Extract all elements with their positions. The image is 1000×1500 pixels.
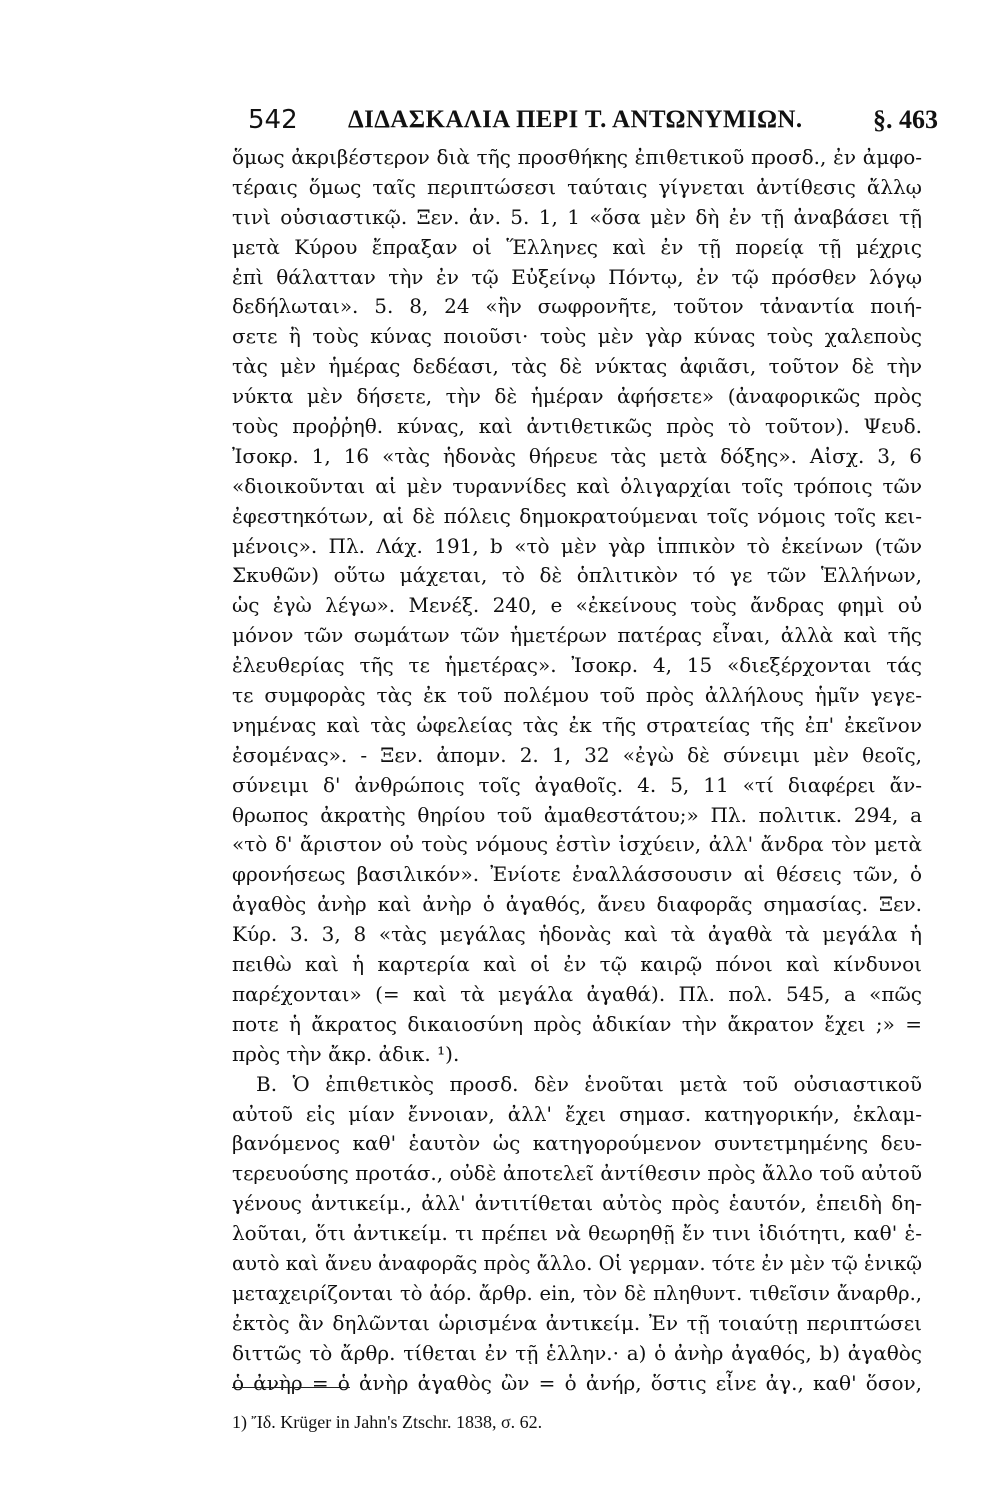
text-line: ὡς ἐγὼ λέγω». Μενέξ. 240, e «ἐκείνους τοὺς ἄνδρας φημὶ οὐ	[232, 593, 922, 618]
running-head	[248, 100, 938, 140]
text-line: δεδήλωται». 5. 8, 24 «ἢν σωφρονῆτε, τοῦτον τἀναντία ποιή-	[232, 294, 922, 319]
page-number: 542	[248, 105, 298, 135]
text-line: Κύρ. 3. 3, 8 «τὰς μεγάλας ἡδονὰς καὶ τὰ ἀγαθὰ τὰ μεγάλα ἡ	[232, 922, 922, 947]
text-line: σύνειμι δ' ἀνθρώποις τοῖς ἀγαθοῖς. 4. 5, 11 «τί διαφέρει ἄν-	[232, 772, 922, 797]
text-line: τοὺς προῤῥηθ. κύνας, καὶ ἀντιθετικῶς πρὸς τὸ τοῦτον). Ψευδ.	[232, 414, 922, 439]
running-title: ΔΙΔΑΣΚΑΛΙΑ ΠΕΡΙ Τ. ΑΝΤΩΝΥΜΙΩΝ.	[348, 106, 803, 133]
text-line: τέραις ὅμως ταῖς περιπτώσεσι ταύταις γίγνεται ἀντίθεσις ἄλλῳ	[232, 174, 922, 199]
text-line: Σκυθῶν) οὕτω μάχεται, τὸ δὲ ὁπλιτικὸν τό γε τῶν Ἑλλήνων,	[232, 563, 922, 588]
text-line: ἐφεστηκότων, αἱ δὲ πόλεις δημοκρατούμεναι τοῖς νόμοις τοῖς κει-	[232, 503, 922, 528]
text-line: ἐλευθερίας τῆς τε ἡμετέρας». Ἰσοκρ. 4, 15 «διεξέρχονται τάς	[232, 653, 922, 678]
main-text	[232, 143, 922, 1428]
text-line: σετε ἢ τοὺς κύνας ποιοῦσι· τοὺς μὲν γὰρ κύνας τοὺς χαλεποὺς	[232, 324, 922, 349]
text-line: Ἰσοκρ. 1, 16 «τὰς ἡδονὰς θήρευε τὰς μετὰ δόξης». Αἰσχ. 3, 6	[232, 443, 922, 468]
text-line: Β. Ὁ ἐπιθετικὸς προσδ. δὲν ἑνοῦται μετὰ τοῦ οὐσιαστικοῦ	[256, 1071, 922, 1096]
text-line: τερευούσης προτάσ., οὐδὲ ἀποτελεῖ ἀντίθεσιν πρὸς ἄλλο τοῦ αὐτοῦ	[232, 1161, 922, 1186]
text-line: αὐτοῦ εἰς μίαν ἔννοιαν, ἀλλ' ἔχει σημασ. κατηγορικήν, ἐκλαμ-	[232, 1101, 922, 1126]
text-line: τὰς μὲν ἡμέρας δεδέασι, τὰς δὲ νύκτας ἀφιᾶσι, τοῦτον δὲ τὴν	[232, 354, 922, 379]
text-line: μεταχειρίζονται τὸ ἀόρ. ἄρθρ. ein, τὸν δὲ πληθυντ. τιθεῖσιν ἄναρθρ.,	[232, 1281, 922, 1305]
text-line: πρὸς τὴν ἄκρ. ἀδικ. ¹).	[232, 1041, 460, 1066]
text-line: «διοικοῦνται αἱ μὲν τυραννίδες καὶ ὀλιγαρχίαι τοῖς τρόποις τῶν	[232, 473, 922, 498]
text-line: θρωπος ἀκρατὴς θηρίου τοῦ ἀμαθεστάτου;» Πλ. πολιτικ. 294, a	[232, 802, 922, 827]
text-line: τινὶ οὐσιαστικῷ. Ξεν. ἀν. 5. 1, 1 «ὅσα μὲν δὴ ἐν τῇ ἀναβάσει τῇ	[232, 204, 922, 229]
text-line: μόνον τῶν σωμάτων τῶν ἡμετέρων πατέρας εἶναι, ἀλλὰ καὶ τῆς	[232, 623, 922, 648]
text-line: ἐκτὸς ἂν δηλῶνται ὡρισμένα ἀντικείμ. Ἐν τῇ τοιαύτῃ περιπτώσει	[232, 1310, 922, 1335]
text-line: φρονήσεως βασιλικόν». Ἐνίοτε ἐναλλάσσουσιν αἱ θέσεις τῶν, ὁ	[232, 862, 922, 887]
text-line: λοῦται, ὅτι ἀντικείμ. τι πρέπει νὰ θεωρηθῇ ἔν τινι ἰδιότητι, καθ' ἑ-	[232, 1221, 922, 1246]
text-line: νημένας καὶ τὰς ὠφελείας τὰς ἐκ τῆς στρατείας τῆς ἐπ' ἐκεῖνον	[232, 712, 922, 737]
text-line: ὅμως ἀκριβέστερον διὰ τῆς προσθήκης ἐπιθετικοῦ προσδ., ἐν ἀμφο-	[232, 145, 922, 169]
text-line: τε συμφορὰς τὰς ἐκ τοῦ πολέμου τοῦ πρὸς ἀλλήλους ἡμῖν γεγε-	[232, 683, 922, 708]
text-line: παρέχονται» (= καὶ τὰ μεγάλα ἀγαθά). Πλ. πολ. 545, a «πῶς	[232, 981, 922, 1006]
text-line: γένους ἀντικείμ., ἀλλ' ἀντιτίθεται αὐτὸς πρὸς ἑαυτόν, ἐπειδὴ δη-	[232, 1191, 922, 1216]
footnote-divider	[232, 1387, 350, 1388]
text-line: μένοις». Πλ. Λάχ. 191, b «τὸ μὲν γὰρ ἱππικὸν τὸ ἐκείνων (τῶν	[232, 533, 922, 558]
text-line: πειθὼ καὶ ἡ καρτερία καὶ οἱ ἐν τῷ καιρῷ πόνοι καὶ κίνδυνοι	[232, 952, 922, 977]
text-line: βανόμενος καθ' ἑαυτὸν ὡς κατηγορούμενον συντετμημένης δευ-	[232, 1131, 922, 1156]
text-line: αυτὸ καὶ ἄνευ ἀναφορᾶς πρὸς ἄλλο. Οἱ γερμαν. τότε ἐν μὲν τῷ ἑνικῷ	[232, 1251, 922, 1275]
text-line: ἀγαθὸς ἀνὴρ καὶ ἀνὴρ ὁ ἀγαθός, ἄνευ διαφορᾶς σημασίας. Ξεν.	[232, 892, 922, 917]
text-line: ὁ ἀνὴρ = ὁ ἀνὴρ ἀγαθὸς ὢν = ὁ ἀνήρ, ὅστις εἶνε ἀγ., καθ' ὅσον,	[232, 1370, 922, 1395]
text-line: ἐπὶ θάλατταν τὴν ἐν τῷ Εὐξείνῳ Πόντῳ, ἐν τῷ πρόσθεν λόγῳ	[232, 264, 922, 289]
text-line: διττῶς τὸ ἄρθρ. τίθεται ἐν τῇ ἑλλην.· a) ὁ ἀνὴρ ἀγαθός, b) ἀγαθὸς	[232, 1340, 922, 1365]
text-line: νύκτα μὲν δήσετε, τὴν δὲ ἡμέραν ἀφήσετε» (ἀναφορικῶς πρὸς	[232, 384, 922, 409]
text-line: «τὸ δ' ἄριστον οὐ τοὺς νόμους ἐστὶν ἰσχύειν, ἀλλ' ἄνδρα τὸν μετὰ	[232, 832, 922, 857]
text-line: ἐσομένας». - Ξεν. ἀπομν. 2. 1, 32 «ἐγὼ δὲ σύνειμι μὲν θεοῖς,	[232, 742, 922, 767]
section-number: §. 463	[873, 105, 938, 134]
text-line: μετὰ Κύρου ἔπραξαν οἱ Ἕλληνες καὶ ἐν τῇ πορείᾳ τῇ μέχρις	[232, 234, 922, 259]
footnote: 1) Ἴδ. Krüger in Jahn's Ztschr. 1838, σ. 62.	[232, 1412, 543, 1432]
text-line: ποτε ἡ ἄκρατος δικαιοσύνη πρὸς ἀδικίαν τὴν ἄκρατον ἔχει ;» =	[232, 1011, 922, 1036]
